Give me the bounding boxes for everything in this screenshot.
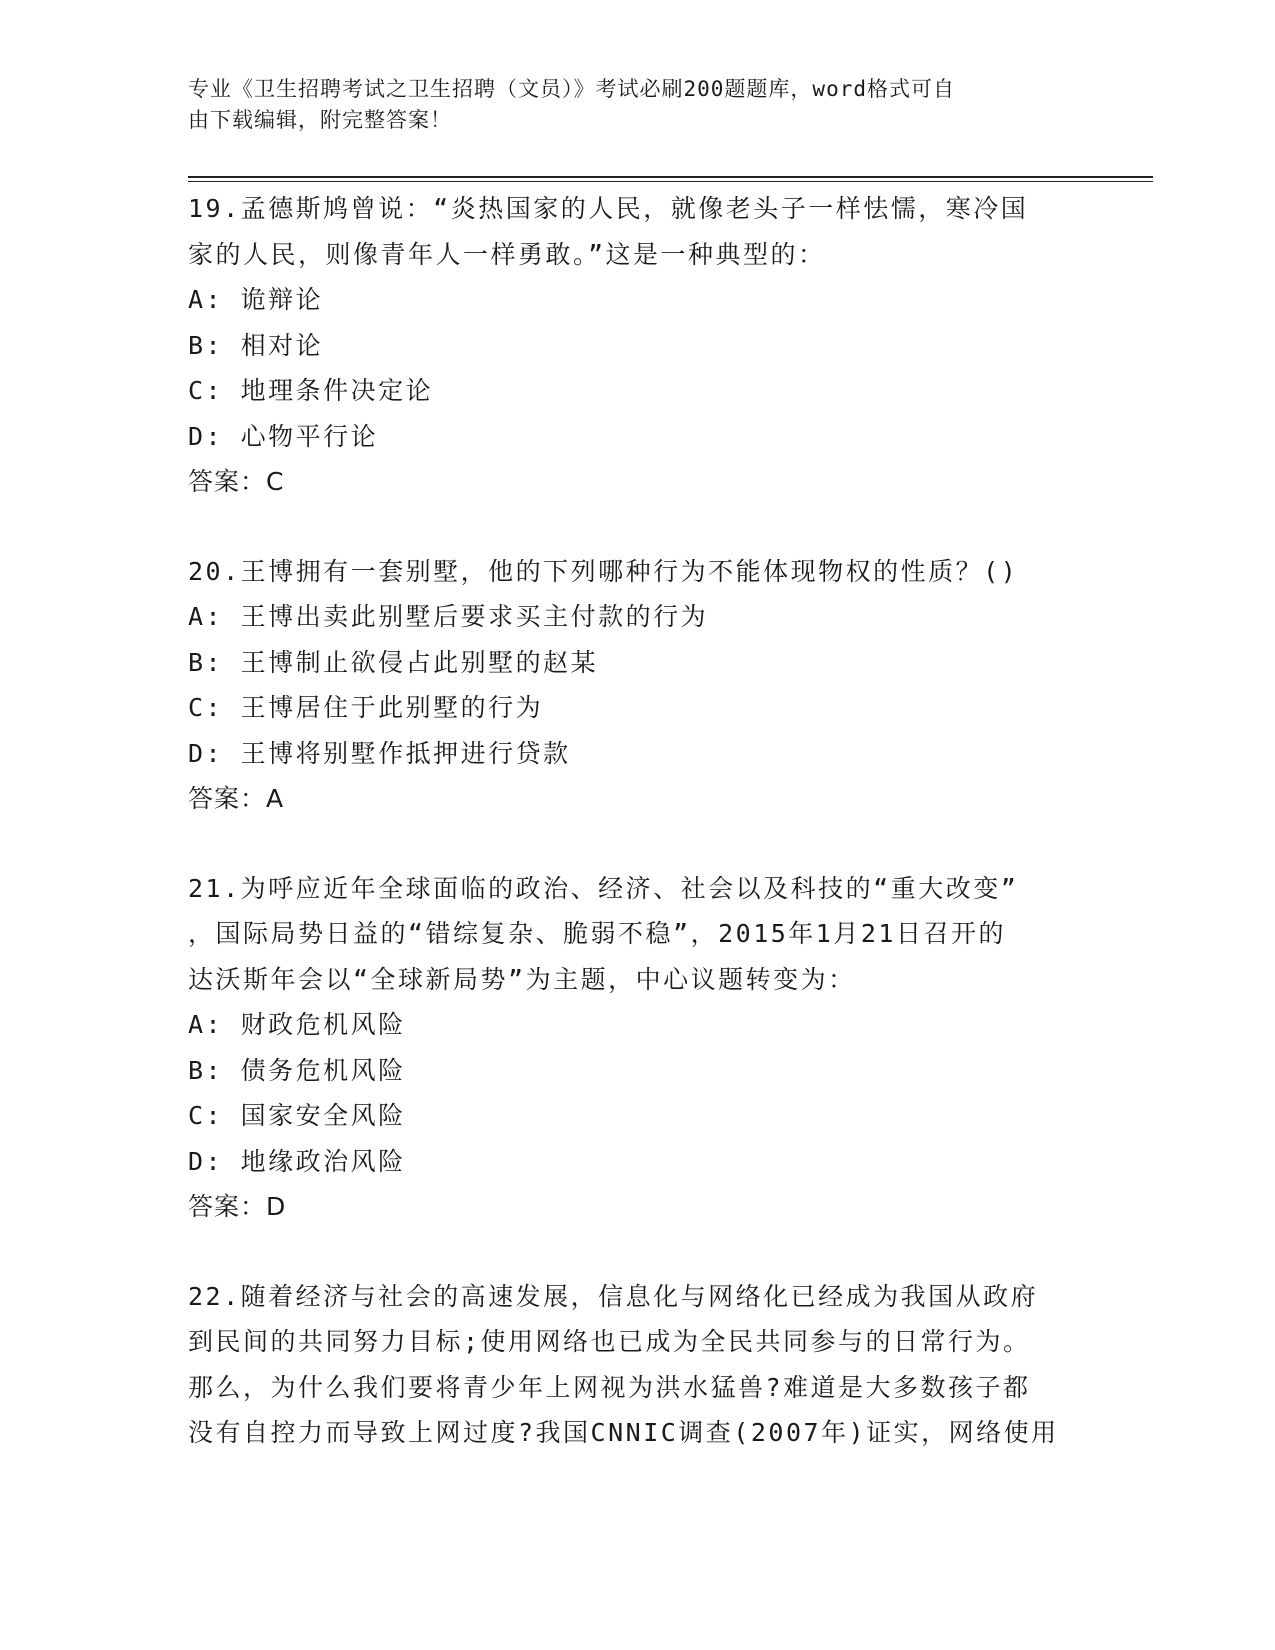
question-line: ，国际局势日益的“错综复杂、脆弱不稳”，2015年1月21日召开的 — [188, 919, 1006, 948]
question-text — [188, 1274, 1088, 1456]
header-line-1: 专业《卫生招聘考试之卫生招聘（文员）》考试必刷200题题库，word格式可自 — [188, 77, 955, 101]
option-a: A: 财政危机风险 — [188, 1010, 406, 1039]
option-b: B: 王博制止欲侵占此别墅的赵某 — [188, 647, 599, 677]
option-d: D: 心物平行论 — [188, 421, 379, 451]
question-line: 21.为呼应近年全球面临的政治、经济、社会以及科技的“重大改变” — [188, 873, 1019, 903]
question-line: 那么，为什么我们要将青少年上网视为洪水猛兽?难道是大多数孩子都 — [188, 1372, 1031, 1402]
answer-line: 答案：D — [188, 1192, 287, 1221]
option-d: D: 王博将别墅作抵押进行贷款 — [188, 738, 571, 768]
question-spacer — [188, 822, 1088, 866]
question-line: 达沃斯年会以“全球新局势”为主题，中心议题转变为： — [188, 964, 856, 994]
question-text — [188, 866, 1088, 1003]
header-divider-thin — [188, 181, 1153, 182]
question-21 — [188, 866, 1088, 1230]
question-spacer — [188, 1230, 1088, 1274]
option-c: C: 国家安全风险 — [188, 1101, 406, 1130]
question-text — [188, 186, 1088, 277]
question-22 — [188, 1274, 1088, 1456]
question-20 — [188, 549, 1088, 822]
option-c: C: 王博居住于此别墅的行为 — [188, 693, 544, 722]
answer-line: 答案：C — [188, 467, 285, 496]
header-line-2: 由下载编辑，附完整答案！ — [188, 108, 452, 132]
question-line: 22.随着经济与社会的高速发展，信息化与网络化已经成为我国从政府 — [188, 1281, 1039, 1311]
option-a: A: 诡辩论 — [188, 285, 324, 314]
question-spacer — [188, 505, 1088, 549]
question-line: 到民间的共同努力目标;使用网络也已成为全民共同参与的日常行为。 — [188, 1327, 1031, 1356]
header-divider-thick — [188, 176, 1153, 178]
option-b: B: 相对论 — [188, 330, 324, 360]
question-line: 没有自控力而导致上网过度?我国CNNIC调查(2007年)证实，网络使用 — [188, 1418, 1059, 1447]
answer-line: 答案：A — [188, 784, 285, 813]
document-header — [188, 74, 1068, 136]
option-b: B: 债务危机风险 — [188, 1055, 406, 1085]
option-a: A: 王博出卖此别墅后要求买主付款的行为 — [188, 602, 709, 631]
question-19 — [188, 186, 1088, 505]
question-line: 19.孟德斯鸠曾说：“炎热国家的人民，就像老头子一样怯懦，寒冷国 — [188, 194, 1029, 223]
question-list — [188, 186, 1088, 1456]
option-c: C: 地理条件决定论 — [188, 376, 434, 405]
question-text — [188, 549, 1088, 595]
option-d: D: 地缘政治风险 — [188, 1146, 406, 1176]
question-line: 家的人民，则像青年人一样勇敢。”这是一种典型的： — [188, 239, 826, 269]
question-line: 20.王博拥有一套别墅，他的下列哪种行为不能体现物权的性质？() — [188, 556, 1019, 586]
